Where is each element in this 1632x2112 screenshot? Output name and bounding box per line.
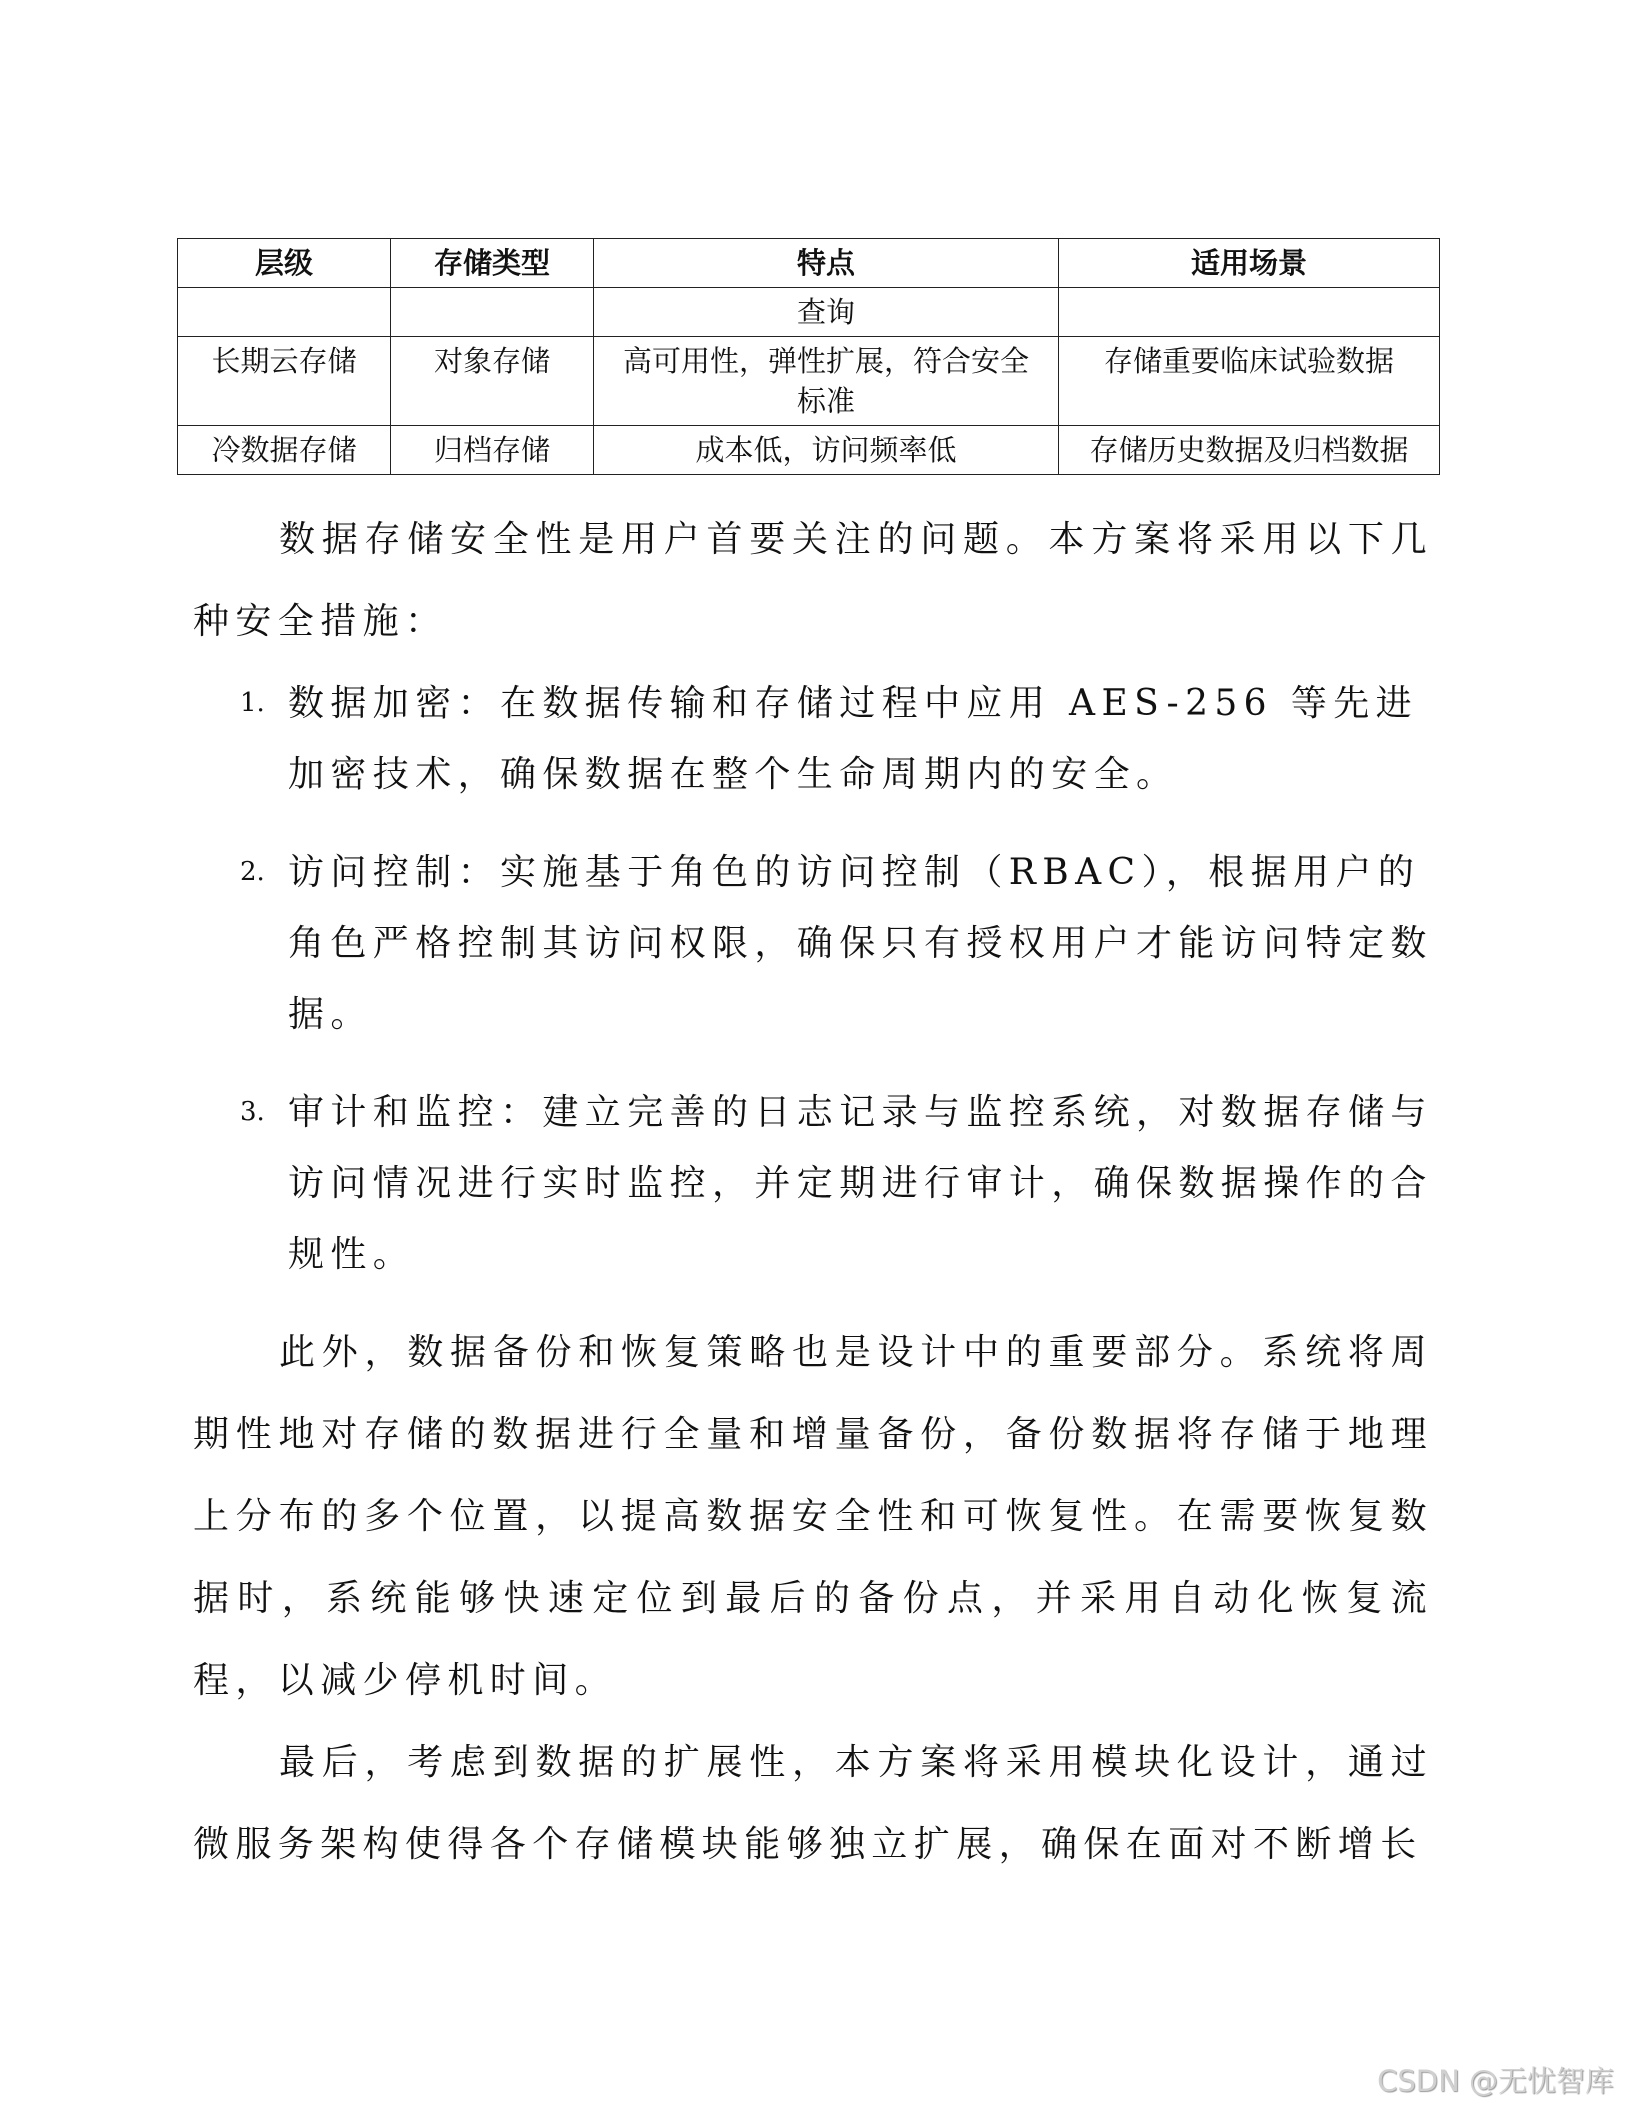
table-cell: 查询	[594, 288, 1059, 337]
table-cell: 成本低，访问频率低	[594, 426, 1059, 475]
table-row	[178, 426, 1440, 475]
storage-tier-table	[177, 238, 1440, 475]
list-number: 2.	[240, 857, 265, 887]
watermark: CSDN @无忧智库	[1377, 2064, 1614, 2098]
paragraph-backup: 此外，数据备份和恢复策略也是设计中的重要部分。系统将周期性地对存储的数据进行全量和增量备份，备份数据将存储于地理上分布的多个位置，以提高数据安全性和可恢复性。在需要恢复数据时，系统能够快速定位到最后的备份点，并采用自动化恢复流程，以减少停机时间。	[193, 1332, 1433, 1701]
table-cell: 存储重要临床试验数据	[1059, 337, 1440, 426]
list-text: 审计和监控：建立完善的日志记录与监控系统，对数据存储与访问情况进行实时监控，并定期进行审计，确保数据操作的合规性。	[288, 1092, 1433, 1275]
header-cell: 存储类型	[391, 239, 594, 288]
list-text: 数据加密：在数据传输和存储过程中应用 AES-256 等先进加密技术，确保数据在整个生命周期内的安全。	[288, 683, 1419, 795]
table-cell: 长期云存储	[178, 337, 391, 426]
header-cell: 特点	[594, 239, 1059, 288]
table-cell: 存储历史数据及归档数据	[1059, 426, 1440, 475]
table-cell	[1059, 288, 1440, 337]
table-cell: 高可用性，弹性扩展，符合安全标准	[594, 337, 1059, 426]
paragraph-security-intro: 数据存储安全性是用户首要关注的问题。本方案将采用以下几种安全措施：	[193, 519, 1433, 642]
table-cell	[391, 288, 594, 337]
header-cell: 适用场景	[1059, 239, 1440, 288]
table-header-row	[178, 239, 1440, 288]
list-number: 1.	[240, 688, 265, 718]
paragraph-scalability: 最后，考虑到数据的扩展性，本方案将采用模块化设计，通过微服务架构使得各个存储模块能够独立扩展，确保在面对不断增长	[193, 1742, 1433, 1865]
header-cell: 层级	[178, 239, 391, 288]
list-text: 访问控制：实施基于角色的访问控制（RBAC），根据用户的角色严格控制其访问权限，确保只有授权用户才能访问特定数据。	[288, 852, 1433, 1035]
table-row	[178, 288, 1440, 337]
table-cell: 冷数据存储	[178, 426, 391, 475]
list-item	[240, 1077, 1440, 1290]
list-item	[240, 668, 1440, 810]
table-cell: 归档存储	[391, 426, 594, 475]
table-cell: 对象存储	[391, 337, 594, 426]
table-row	[178, 337, 1440, 426]
list-item	[240, 837, 1440, 1050]
list-number: 3.	[240, 1097, 265, 1127]
table-cell	[178, 288, 391, 337]
